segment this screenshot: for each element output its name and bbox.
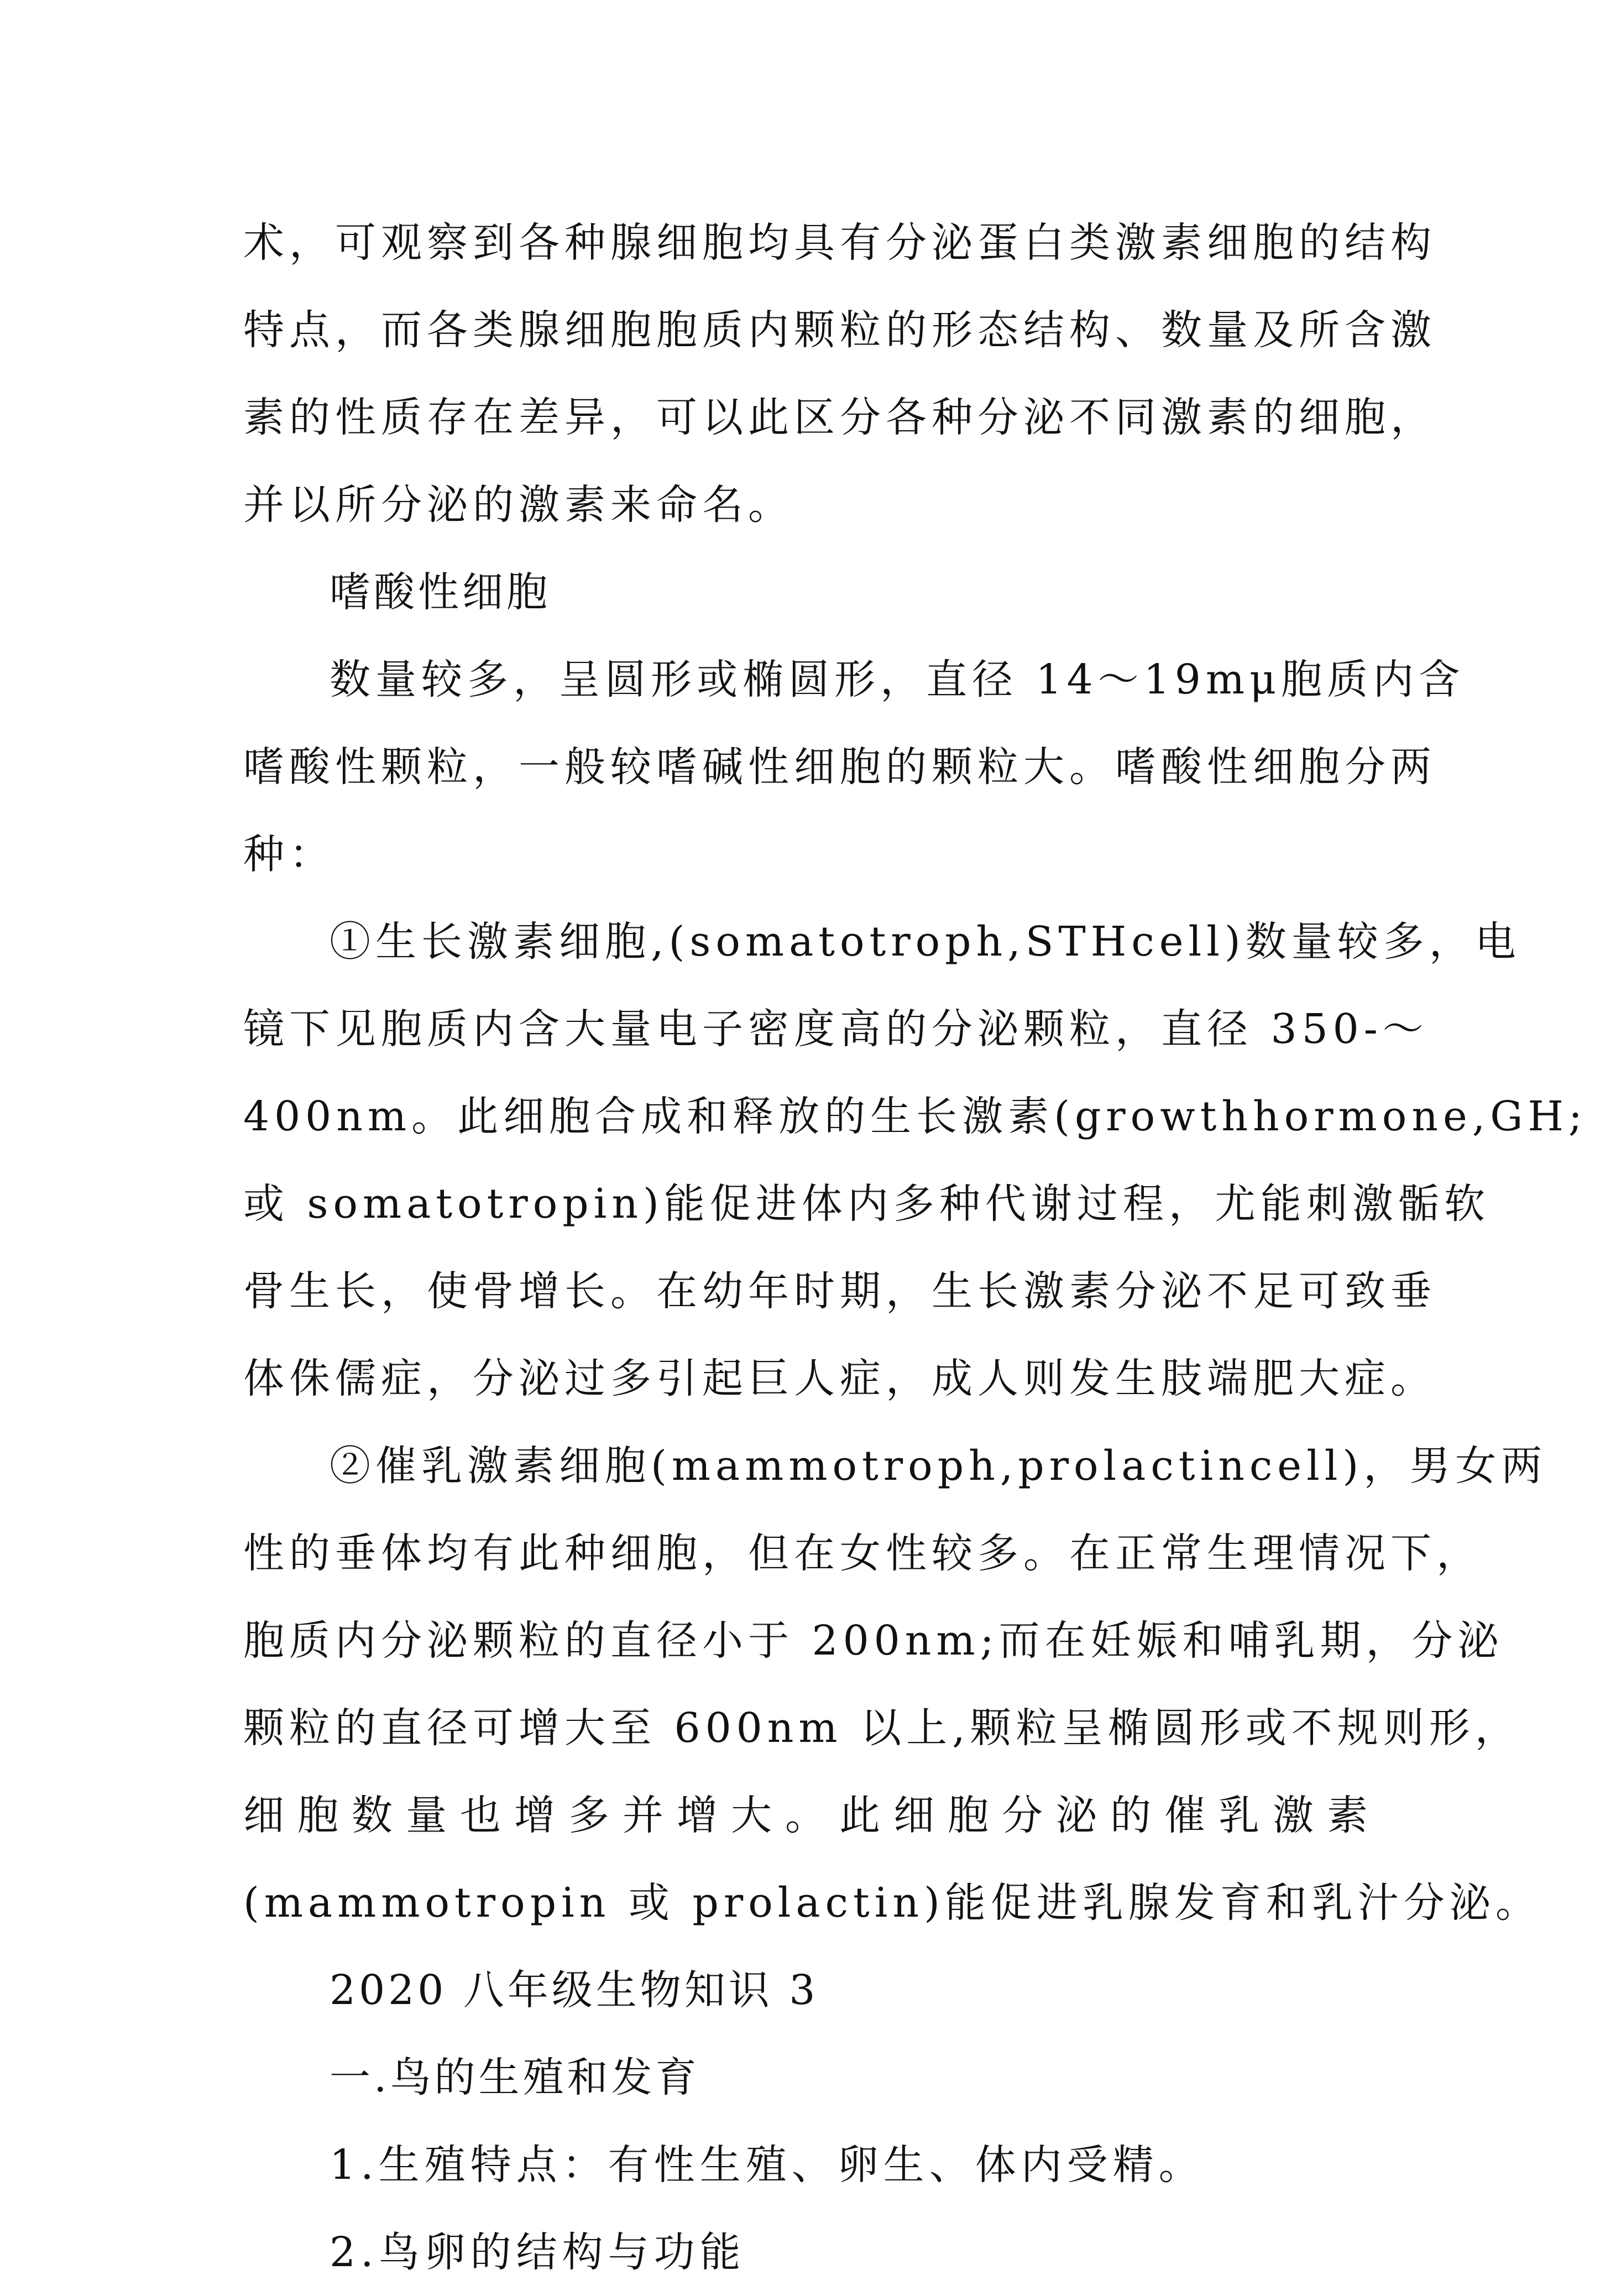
text-line: 或 somatotropin)能促进体内多种代谢过程，尤能刺激骺软: [243, 1180, 1490, 1228]
text-line: 并以所分泌的激素来命名。: [243, 481, 794, 529]
section-heading: 嗜酸性细胞: [330, 568, 551, 616]
text-line: 素的性质存在差异，可以此区分各种分泌不同激素的细胞，: [243, 394, 1436, 441]
text-line: 镜下见胞质内含大量电子密度高的分泌颗粒，直径 350-～: [243, 1005, 1429, 1053]
text-line: 骨生长，使骨增长。在幼年时期，生长激素分泌不足可致垂: [243, 1267, 1436, 1315]
text-line: 颗粒的直径可增大至 600nm 以上,颗粒呈椭圆形或不规则形，: [243, 1704, 1521, 1752]
text-line: ①生长激素细胞,(somatotroph,STHcell)数量较多，电: [330, 918, 1521, 966]
text-line: 数量较多，呈圆形或椭圆形，直径 14～19mμ胞质内含: [330, 656, 1465, 703]
text-line: 嗜酸性颗粒，一般较嗜碱性细胞的颗粒大。嗜酸性细胞分两: [243, 743, 1436, 791]
text-line: 术，可观察到各种腺细胞均具有分泌蛋白类激素细胞的结构: [243, 219, 1436, 267]
text-line: 400nm。此细胞合成和释放的生长激素(growthhormone,GH;: [243, 1093, 1587, 1140]
text-line: 1.生殖特点：有性生殖、卵生、体内受精。: [330, 2141, 1205, 2189]
document-page: [243, 199, 1587, 2296]
text-line: 胞质内分泌颗粒的直径小于 200nm;而在妊娠和哺乳期，分泌: [243, 1617, 1504, 1664]
text-line: 性的垂体均有此种细胞，但在女性较多。在正常生理情况下，: [243, 1530, 1482, 1577]
text-line: 特点，而各类腺细胞胞质内颗粒的形态结构、数量及所含激: [243, 306, 1436, 354]
section-heading: 2020 八年级生物知识 3: [330, 1966, 819, 2014]
text-line: ②催乳激素细胞(mammotroph,prolactincell)，男女两: [330, 1442, 1547, 1490]
text-line: 细胞数量也增多并增大。此细胞分泌的催乳激素: [243, 1792, 1371, 1839]
section-heading: 一.鸟的生殖和发育: [330, 2054, 700, 2101]
text-line: 种：: [243, 831, 335, 878]
text-line: (mammotropin 或 prolactin)能促进乳腺发育和乳汁分泌。: [243, 1879, 1541, 1927]
text-line: 体侏儒症，分泌过多引起巨人症，成人则发生肢端肥大症。: [243, 1355, 1436, 1402]
text-line: 2.鸟卵的结构与功能: [330, 2229, 746, 2276]
